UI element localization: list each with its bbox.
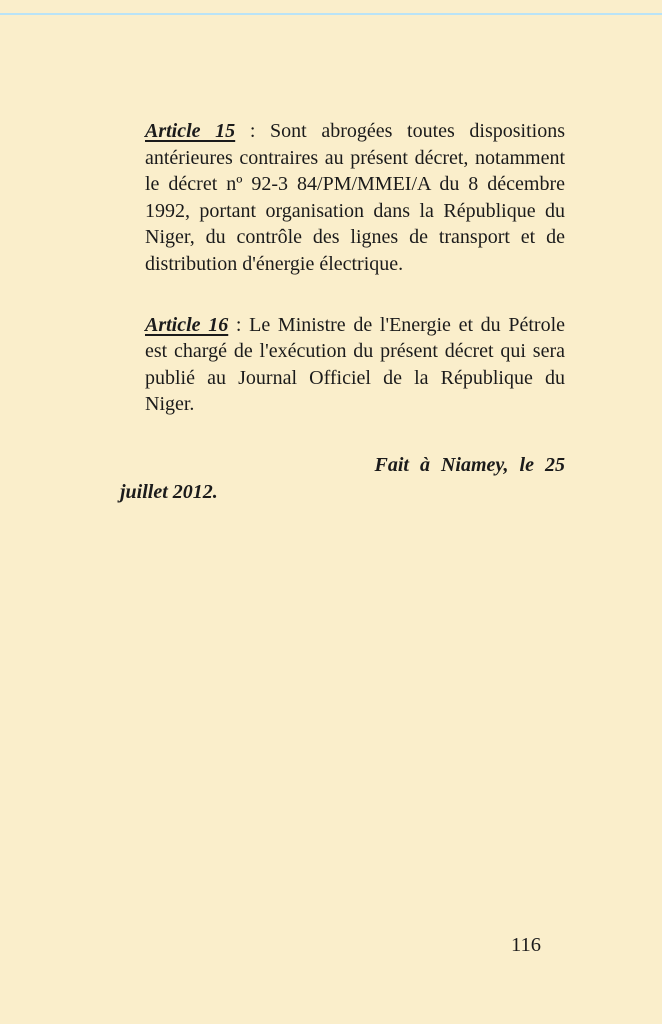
signature-block — [120, 452, 565, 505]
article-15-separator: : — [235, 120, 271, 142]
article-15-text: Sont abrogées toutes dispositions antérieures contraires au présent décret, notamment le décret nº 92-3 84/PM/MMEI/A du 8 décembre 1992, portant organisation dans la République du Niger, du contrôle des lignes de transport et de distribution d'énergie électrique. — [145, 120, 566, 275]
article-15-heading: Article 15 — [145, 120, 236, 142]
article-16-heading: Article 16 — [145, 313, 229, 336]
article-15-paragraph — [145, 118, 565, 278]
document-body — [120, 118, 566, 505]
bottom-border-bar — [0, 969, 662, 1024]
signature-date-continuation: juillet 2012. — [120, 480, 218, 503]
article-16-separator: : — [228, 313, 250, 336]
page-number: 116 — [511, 934, 541, 956]
article-16-paragraph — [145, 312, 565, 418]
signature-place-date-line: Fait à Niamey, le 25 — [374, 453, 565, 476]
article-16-text: Le Ministre de l'Energie et du Pétrole est chargé de l'exécution du présent décret qui sera publié au Journal Officiel de la République du Niger. — [145, 313, 565, 416]
top-border-bar — [0, 0, 662, 15]
